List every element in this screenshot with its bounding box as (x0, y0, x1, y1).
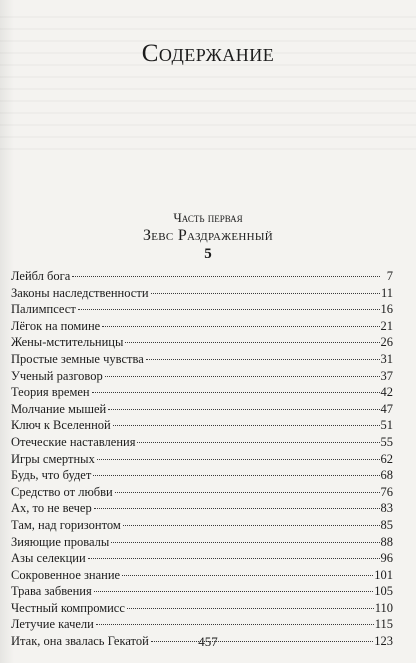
dot-leader (96, 624, 374, 625)
toc-entry-page: 47 (380, 401, 393, 416)
toc-entry-title: Игры смертных (11, 451, 95, 466)
dot-leader (94, 508, 380, 509)
dot-leader (115, 492, 380, 493)
dot-leader (72, 276, 380, 277)
toc-entry-title: Зияющие провалы (11, 534, 110, 549)
toc-entry-page: 115 (374, 617, 393, 632)
toc-entry[interactable] (11, 583, 393, 600)
toc-entry-title: Итак, она звалась Гекатой (11, 634, 149, 649)
contents-heading: Содержание (141, 40, 275, 67)
dot-leader (137, 442, 379, 443)
toc-entry-page: 42 (380, 385, 393, 400)
dot-leader (108, 409, 379, 410)
toc-entry[interactable] (11, 517, 393, 534)
toc-entry[interactable] (11, 500, 393, 517)
toc-entry[interactable] (11, 351, 393, 368)
dot-leader (97, 459, 380, 460)
toc-entry-title: Честный компромисс (11, 600, 125, 615)
toc-entry[interactable] (11, 600, 393, 617)
toc-entry-page: 37 (380, 368, 393, 383)
toc-entry-page: 68 (380, 468, 393, 483)
toc-entry[interactable] (11, 334, 393, 351)
dot-leader (151, 293, 380, 294)
toc-entry[interactable] (11, 268, 393, 285)
toc-entry-title: Законы наследственности (11, 285, 149, 300)
part-title: Зевс Раздраженный (142, 227, 274, 244)
toc-entry-page: 88 (380, 534, 393, 549)
dot-leader (122, 575, 373, 576)
dot-leader (125, 342, 379, 343)
toc-entry-page: 101 (374, 567, 393, 582)
toc-entry-title: Трава забвения (11, 584, 92, 599)
page-number: 457 (198, 634, 218, 649)
toc-entry-title: Лёгок на помине (11, 318, 101, 333)
dot-leader (93, 475, 379, 476)
toc-entry-title: Палимпсест (11, 302, 76, 317)
toc-entry-title: Азы селекции (11, 551, 86, 566)
part-page-number: 5 (204, 246, 212, 262)
toc-entry-page: 76 (380, 484, 393, 499)
dot-leader (78, 309, 380, 310)
toc-entry[interactable] (11, 318, 393, 335)
toc-entry-title: Сокровенное знание (11, 567, 121, 582)
table-of-contents (11, 268, 393, 650)
toc-entry-page: 31 (380, 351, 393, 366)
toc-entry[interactable] (11, 384, 393, 401)
toc-entry-page: 21 (380, 318, 393, 333)
toc-entry[interactable] (11, 417, 393, 434)
toc-entry-page: 7 (386, 269, 393, 283)
dot-leader (127, 608, 374, 609)
toc-entry-page: 85 (380, 517, 393, 532)
toc-entry-page: 55 (380, 434, 393, 449)
toc-entry-title: Средство от любви (11, 484, 113, 499)
toc-entry-title: Ах, то не вечер (11, 501, 92, 516)
toc-entry-title: Теория времен (11, 385, 90, 400)
toc-entry-page: 26 (380, 335, 393, 350)
toc-entry-title: Жены-мстительницы (11, 335, 124, 350)
toc-entry[interactable] (11, 368, 393, 385)
toc-entry[interactable] (11, 484, 393, 501)
toc-entry-title: Молчание мышей (11, 401, 107, 416)
toc-entry-page: 110 (374, 600, 393, 615)
toc-entry[interactable] (11, 534, 393, 551)
toc-entry[interactable] (11, 616, 393, 633)
toc-entry-page: 51 (380, 418, 393, 433)
toc-entry-title: Ключ к Вселенной (11, 418, 111, 433)
toc-entry-page: 96 (380, 551, 393, 566)
toc-entry-title: Лейбл бога (11, 269, 71, 283)
toc-entry[interactable] (11, 567, 393, 584)
toc-entry-title: Там, над горизонтом (11, 517, 121, 532)
toc-entry-title: Летучие качели (11, 617, 94, 632)
toc-entry[interactable] (11, 285, 393, 302)
show-through-text (0, 6, 416, 156)
toc-entry-title: Отеческие наставления (11, 434, 136, 449)
toc-entry-page: 16 (380, 302, 393, 317)
toc-entry[interactable] (11, 467, 393, 484)
toc-entry-page: 83 (380, 501, 393, 516)
toc-entry[interactable] (11, 301, 393, 318)
dot-leader (146, 359, 380, 360)
toc-entry-title: Ученый разговор (11, 368, 103, 383)
dot-leader (92, 392, 380, 393)
dot-leader (102, 326, 379, 327)
dot-leader (105, 376, 380, 377)
dot-leader (111, 542, 379, 543)
toc-entry-title: Простые земные чувства (11, 351, 144, 366)
dot-leader (113, 425, 380, 426)
dot-leader (94, 591, 374, 592)
toc-entry[interactable] (11, 451, 393, 468)
dot-leader (123, 525, 380, 526)
toc-entry-page: 62 (380, 451, 393, 466)
toc-entry-page: 11 (380, 285, 393, 300)
dot-leader (88, 558, 380, 559)
toc-entry-title: Будь, что будет (11, 468, 92, 483)
part-kicker: Часть первая (173, 210, 243, 225)
toc-entry[interactable] (11, 550, 393, 567)
toc-entry-page: 123 (374, 634, 393, 649)
toc-entry-page: 105 (374, 584, 393, 599)
toc-entry[interactable] (11, 401, 393, 418)
toc-entry[interactable] (11, 434, 393, 451)
